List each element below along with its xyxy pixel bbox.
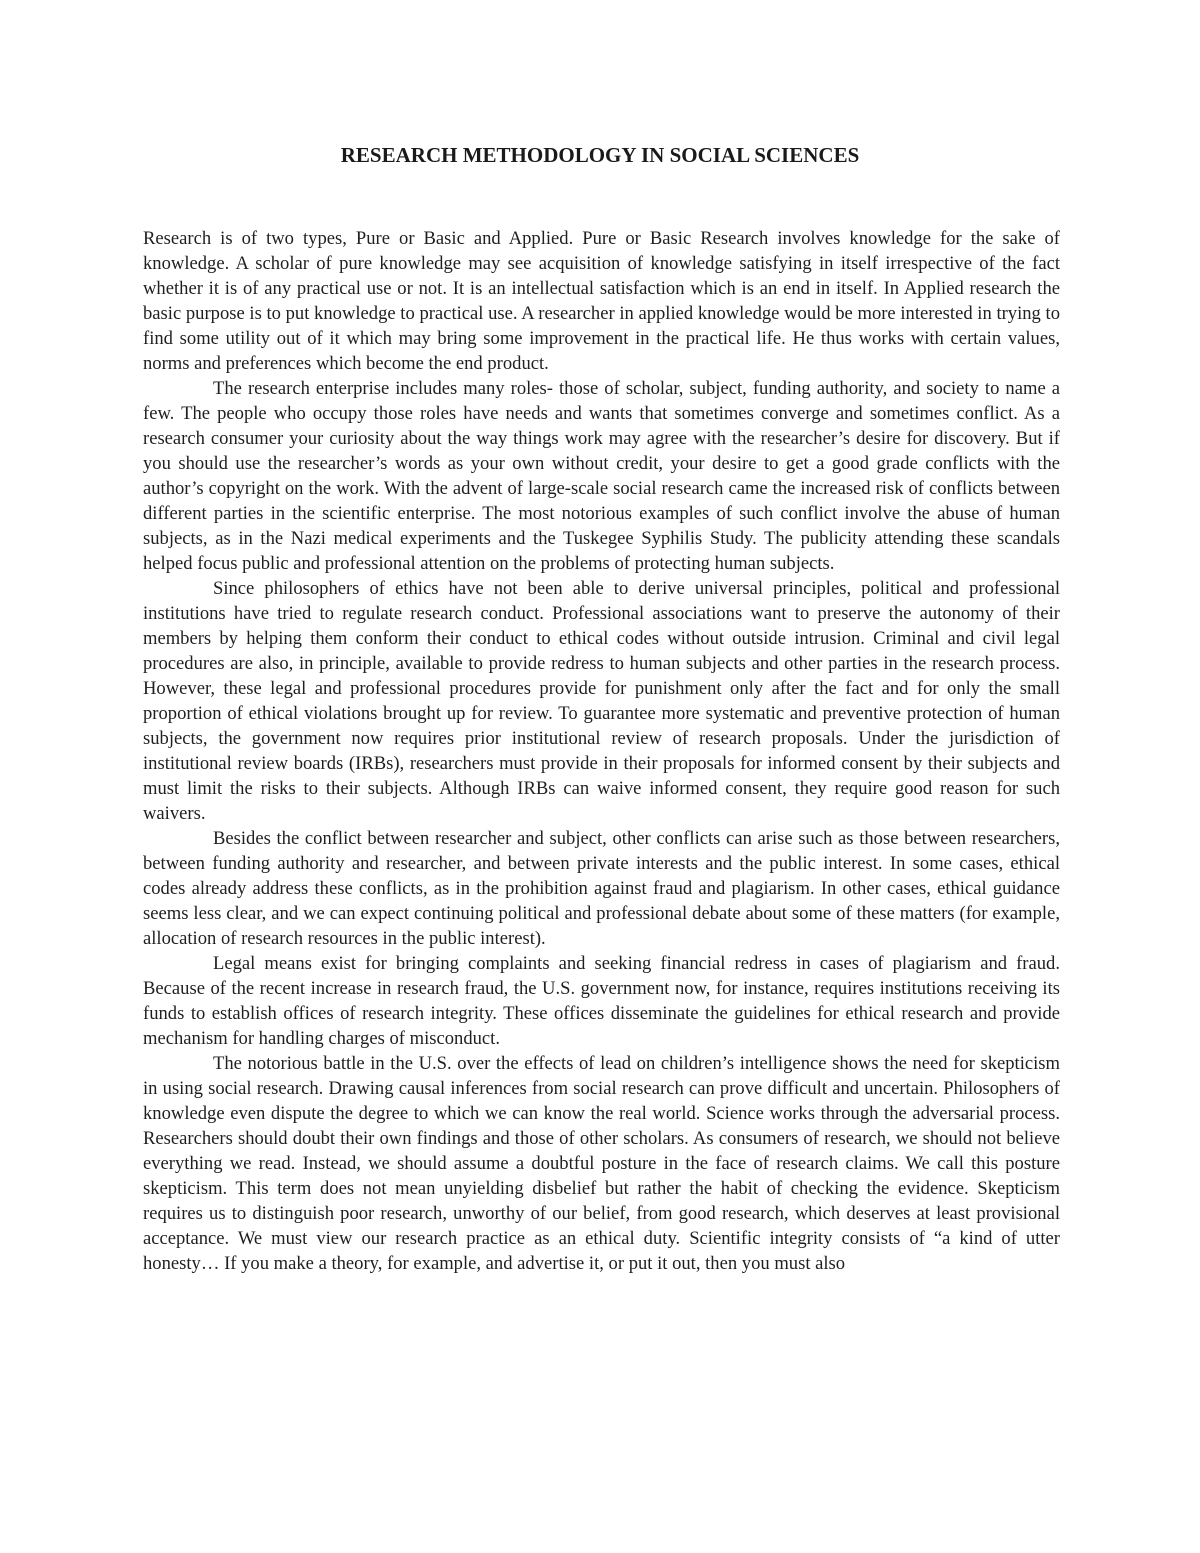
- paragraph-research-enterprise: The research enterprise includes many roles- those of scholar, subject, funding authority, and society to name a few. The people who occupy those roles have needs and wants that sometimes converge and sometimes conflict. As a research consumer your curiosity about the way things work may agree with the researcher’s desire for discovery. But if you should use the researcher’s words as your own without credit, your desire to get a good grade conflicts with the author’s copyright on the work. With the advent of large-scale social research came the increased risk of conflicts between different parties in the scientific enterprise. The most notorious examples of such conflict involve the abuse of human subjects, as in the Nazi medical experiments and the Tuskegee Syphilis Study. The publicity attending these scandals helped focus public and professional attention on the problems of protecting human subjects.: [143, 378, 1060, 574]
- paragraph-regulation: Since philosophers of ethics have not been able to derive universal principles, political and professional institutions have tried to regulate research conduct. Professional associations want to preserve the autonomy of their members by helping them conform their conduct to ethical codes without outside intrusion. Criminal and civil legal procedures are also, in principle, available to provide redress to human subjects and other parties in the research process. However, these legal and professional procedures provide for punishment only after the fact and for only the small proportion of ethical violations brought up for review. To guarantee more systematic and preventive protection of human subjects, the government now requires prior institutional review of research proposals. Under the jurisdiction of institutional review boards (IRBs), researchers must provide in their proposals for informed consent by their subjects and must limit the risks to their subjects. Although IRBs can waive informed consent, they require good reason for such waivers.: [143, 578, 1060, 824]
- paragraph-legal-means: Legal means exist for bringing complaints and seeking financial redress in cases of plagiarism and fraud. Because of the recent increase in research fraud, the U.S. government now, for instance, requires institutions receiving its funds to establish offices of research integrity. These offices disseminate the guidelines for ethical research and provide mechanism for handling charges of misconduct.: [143, 953, 1060, 1049]
- paragraph-other-conflicts: Besides the conflict between researcher and subject, other conflicts can arise such as those between researchers, between funding authority and researcher, and between private interests and the public interest. In some cases, ethical codes already address these conflicts, as in the prohibition against fraud and plagiarism. In other cases, ethical guidance seems less clear, and we can expect continuing political and professional debate about some of these matters (for example, allocation of research resources in the public interest).: [143, 828, 1060, 949]
- paragraph-research-types: Research is of two types, Pure or Basic and Applied. Pure or Basic Research involves knowledge for the sake of knowledge. A scholar of pure knowledge may see acquisition of knowledge satisfying in itself irrespective of the fact whether it is of any practical use or not. It is an intellectual satisfaction which is an end in itself. In Applied research the basic purpose is to put knowledge to practical use. A researcher in applied knowledge would be more interested in trying to find some utility out of it which may bring some improvement in the practical life. He thus works with certain values, norms and preferences which become the end product.: [143, 228, 1060, 374]
- page-title: RESEARCH METHODOLOGY IN SOCIAL SCIENCES: [340, 143, 860, 167]
- document-body: [143, 226, 1060, 1276]
- paragraph-skepticism: The notorious battle in the U.S. over the effects of lead on children’s intelligence shows the need for skepticism in using social research. Drawing causal inferences from social research can prove difficult and uncertain. Philosophers of knowledge even dispute the degree to which we can know the real world. Science works through the adversarial process. Researchers should doubt their own findings and those of other scholars. As consumers of research, we should not believe everything we read. Instead, we should assume a doubtful posture in the face of research claims. We call this posture skepticism. This term does not mean unyielding disbelief but rather the habit of checking the evidence. Skepticism requires us to distinguish poor research, unworthy of our belief, from good research, which deserves at least provisional acceptance. We must view our research practice as an ethical duty. Scientific integrity consists of “a kind of utter honesty… If you make a theory, for example, and advertise it, or put it out, then you must also: [143, 1053, 1060, 1274]
